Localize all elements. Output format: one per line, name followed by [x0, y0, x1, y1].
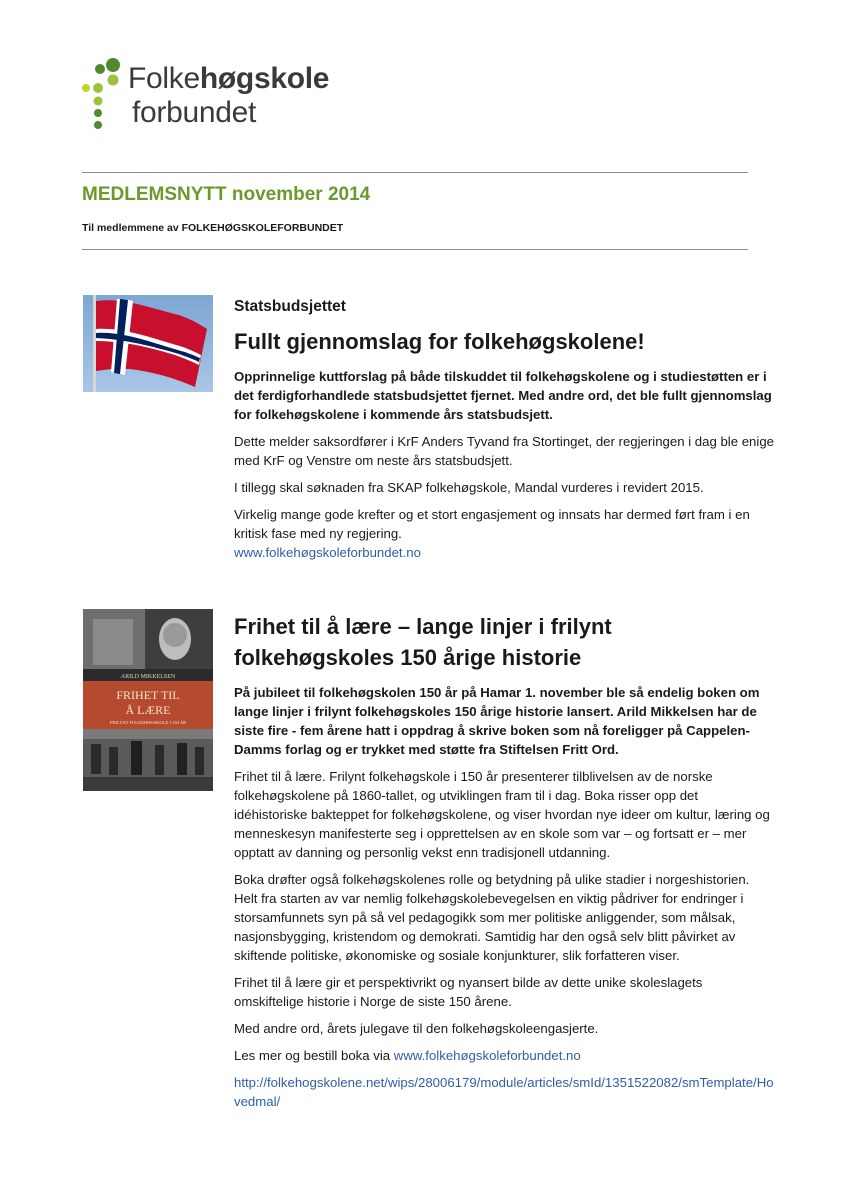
logo-dots-icon: [80, 56, 124, 140]
article2-paragraph: Frihet til å lære. Frilynt folkehøgskole i 150 år presenterer tilblivelsen av de norske folkehøgskolene på 1860-tallet, og utviklingen fram til i dag. Boka risser opp det idéhistoriske bakteppet for folkehøgskolene, og viser hvordan nye ideer om kultur, læring og menneskesyn manifesterte seg i opprettelsen av en skole som var – og fortsatt er – mer opptatt av danning og personlig vekst enn tradisjonell utdanning.: [234, 769, 770, 860]
newsletter-subtitle: Til medlemmene av FOLKEHØGSKOLEFORBUNDET: [82, 222, 344, 234]
article-statsbudsjettet: [234, 298, 774, 570]
divider-bottom: [82, 249, 748, 250]
article2-order-line: [234, 1046, 774, 1065]
norwegian-flag-image: [83, 295, 213, 392]
logo-folke: Folke: [128, 62, 200, 95]
book-cover-subtitle: FRILYNT FOLKEHØGSKOLE I 150 ÅR: [109, 720, 187, 725]
logo-wordmark-line1: [128, 62, 329, 96]
article2-url-link[interactable]: http://folkehogskolene.net/wips/28006179/module/articles/smId/1351522082/smTemplate/Hovedmal/: [234, 1075, 774, 1109]
article2-paragraph: Frihet til å lære gir et perspektivrikt og nyansert bilde av dette unike skoleslagets omskiftelige historie i Norge de siste 150 årene.: [234, 975, 703, 1009]
divider-top: [82, 172, 748, 173]
book-cover-title-line2: Å LÆRE: [125, 703, 171, 717]
article1-paragraph: Virkelig mange gode krefter og et stort engasjement og innsats har dermed ført fram i en kritisk fase med ny regjering.: [234, 507, 750, 541]
logo-hogskole: høgskole: [199, 62, 330, 95]
article1-paragraph: I tillegg skal søknaden fra SKAP folkehøgskole, Mandal vurderes i revidert 2015.: [234, 480, 704, 495]
article-frihet-til-a-laere: [234, 611, 774, 1119]
newsletter-title: MEDLEMSNYTT november 2014: [82, 184, 371, 205]
article1-paragraph: Dette melder saksordfører i KrF Anders Tyvand fra Stortinget, der regjeringen i dag ble enige med KrF og Venstre om neste års statsbudsjett.: [234, 434, 774, 468]
article1-link[interactable]: www.folkehøgskoleforbundet.no: [234, 545, 421, 560]
article2-order-link[interactable]: www.folkehøgskoleforbundet.no: [393, 1048, 581, 1063]
book-cover-author: ARILD MIKKELSEN: [120, 674, 176, 680]
article2-headline: Frihet til å lære – lange linjer i frilynt folkehøgskoles 150 årige historie: [234, 614, 612, 670]
article1-kicker: Statsbudsjettet: [234, 298, 346, 315]
logo-wordmark-line2: forbundet: [132, 96, 257, 129]
article2-order-text: Les mer og bestill boka via: [234, 1048, 394, 1063]
book-cover-image: [83, 609, 213, 791]
article2-paragraph: Boka drøfter også folkehøgskolenes rolle og betydning på ulike stadier i norgeshistorien. Helt fra starten av var nemlig folkehøgskolebevegelsen en viktig pådriver for endringer i storsamfunnets syn på så vel pedagogikk som mer politiske anliggender, som målsak, nasjonsbygging, kristendom og demokrati. Samtidig har den også selv blitt påvirket av skiftende politiske, økonomiske og sosiale konjunkturer, slik forfatteren viser.: [234, 872, 750, 963]
article1-lead: Opprinnelige kuttforslag på både tilskuddet til folkehøgskolene og i studiestøtten er i det ferdigforhandlede statsbudsjettet fjernet. Med andre ord, det ble fullt gjennomslag for folkehøgskolene i kommende års statsbudsjett.: [234, 369, 772, 422]
article2-lead: På jubileet til folkehøgskolen 150 år på Hamar 1. november ble så endelig boken om lange linjer i frilynt folkehøgskoles 150 årige historie lansert. Arild Mikkelsen har de siste fire - fem årene hatt i oppdrag å skrive boken som nå foreligger på Cappelen-Damms forlag og er trykket med støtte fra Stiftelsen Fritt Ord.: [234, 685, 760, 757]
book-cover-icon: [83, 609, 213, 791]
flag-icon: [83, 295, 213, 392]
article2-paragraph: Med andre ord, årets julegave til den folkehøgskoleengasjerte.: [234, 1021, 599, 1036]
article1-headline: Fullt gjennomslag for folkehøgskolene!: [234, 329, 645, 354]
folkehogskoleforbundet-logo: [80, 56, 370, 140]
book-cover-title-line1: FRIHET TIL: [116, 688, 180, 702]
